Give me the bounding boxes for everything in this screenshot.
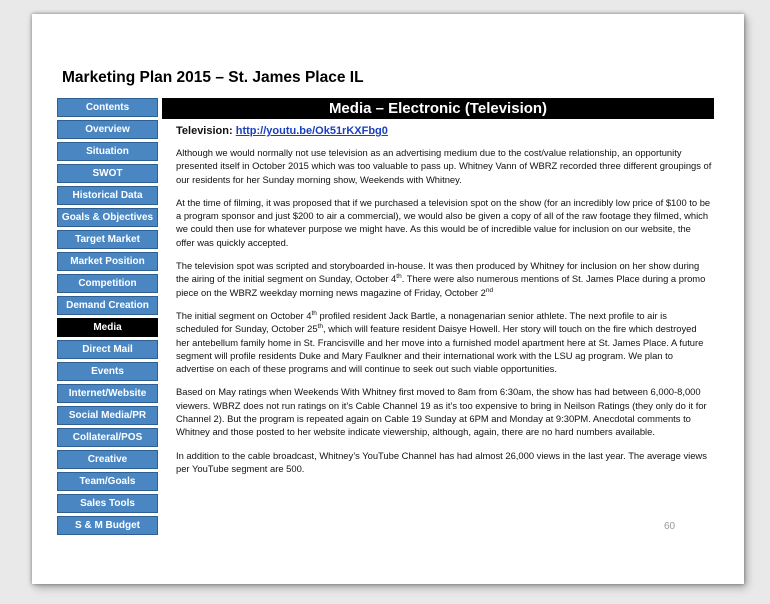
nav-item-demand-creation[interactable]: Demand Creation	[57, 296, 158, 315]
paragraph-1: Although we would normally not use television as an advertising medium due to the cost/value relationship, an opportunity presented itself in October 2015 which was too valuable to pass up. Whitney Vann of WBRZ recorded three different groupings of our residents for her Sunday morning show, Weekends with Whitney.	[176, 147, 712, 185]
section-heading: Media – Electronic (Television)	[162, 98, 714, 119]
p3-text-a: The television spot was scripted and storyboarded in-house. It was then produced by Whitney for inclusion on her show during the airing of the initial segment on Sunday, October 4	[176, 260, 700, 285]
nav-item-overview[interactable]: Overview	[57, 120, 158, 139]
nav-item-contents[interactable]: Contents	[57, 98, 158, 117]
nav-item-team-goals[interactable]: Team/Goals	[57, 472, 158, 491]
section-content	[176, 124, 712, 485]
youtube-link[interactable]: http://youtu.be/Ok51rKXFbg0	[235, 125, 388, 137]
p3-sup-2: nd	[485, 286, 494, 294]
nav-item-creative[interactable]: Creative	[57, 450, 158, 469]
television-link-line	[176, 124, 712, 138]
section-nav	[57, 98, 158, 538]
document-title: Marketing Plan 2015 – St. James Place IL	[62, 69, 364, 86]
p3-sup-1: th	[396, 273, 402, 281]
p4-text-c: , which will feature resident Daisye Howell. Her story will touch on the fire which destroyed her antebellum family home in St. Francisville and her move into a furnished model apartment here at St. James Place. A future segment will profile residents Duke and Mary Faulkner and their international work with the LSU ag program. We plan to advertise on each of these programs and will continue to seek out such viable opportunities.	[176, 323, 704, 375]
nav-item-events[interactable]: Events	[57, 362, 158, 381]
paragraph-6: In addition to the cable broadcast, Whitney’s YouTube Channel has had almost 26,000 views in the last year. The average views per YouTube segment are 500.	[176, 449, 707, 474]
p4-text-a: The initial segment on October 4	[176, 309, 312, 321]
paragraph-3	[176, 259, 712, 299]
nav-item-target-market[interactable]: Target Market	[57, 230, 158, 249]
paragraph-5: Based on May ratings when Weekends With Whitney first moved to 8am from 6:30am, the show has had between 6,000-8,000 viewers. WBRZ does not run ratings on it’s Cable Channel 19 as it’s too expensive to bring in Neilson Ratings (they only do it for Channel 2). But the program is repeated again on Cable 19 Sunday at 6PM and Monday at 9:30PM. Anecdotal comments to Whitney and those posted to her website indicate viewership, although, again, there are no hard numbers available.	[176, 386, 707, 438]
p4-sup-2: th	[317, 323, 324, 331]
nav-item-swot[interactable]: SWOT	[57, 164, 158, 183]
p3-text-b: . There were also numerous mentions of St. James Place during a promo piece on the WBRZ weekday morning news magazine of Friday, October 2	[176, 273, 706, 298]
nav-item-historical-data[interactable]: Historical Data	[57, 186, 158, 205]
nav-item-situation[interactable]: Situation	[57, 142, 158, 161]
nav-item-collateral-pos[interactable]: Collateral/POS	[57, 428, 158, 447]
nav-item-internet-website[interactable]: Internet/Website	[57, 384, 158, 403]
page-number: 60	[664, 521, 676, 532]
p4-sup-1: th	[311, 309, 317, 317]
nav-item-social-media-pr[interactable]: Social Media/PR	[57, 406, 158, 425]
nav-item-sales-tools[interactable]: Sales Tools	[57, 494, 158, 513]
television-label: Television:	[176, 125, 233, 137]
nav-item-sm-budget[interactable]: S & M Budget	[57, 516, 158, 535]
nav-item-media[interactable]: Media	[57, 318, 158, 337]
nav-item-competition[interactable]: Competition	[57, 274, 158, 293]
nav-item-goals-objectives[interactable]: Goals & Objectives	[57, 208, 158, 227]
paragraph-2: At the time of filming, it was proposed that if we purchased a television spot on the show (for an incredibly low price of $100 to be a program sponsor and just $200 to air a commercial), we would also be given a copy of all of the raw footage they filmed, which we could then use for whatever purpose we might have. As this would be of incredible value for inclusion on our website, the offer was quickly accepted.	[176, 196, 711, 248]
nav-item-direct-mail[interactable]: Direct Mail	[57, 340, 158, 359]
nav-item-market-position[interactable]: Market Position	[57, 252, 158, 271]
paragraph-4	[176, 309, 712, 375]
p4-text-b: profiled resident Jack Bartle, a nonagenarian senior athlete. The next profile to air is scheduled for Sunday, October 25	[176, 309, 667, 335]
